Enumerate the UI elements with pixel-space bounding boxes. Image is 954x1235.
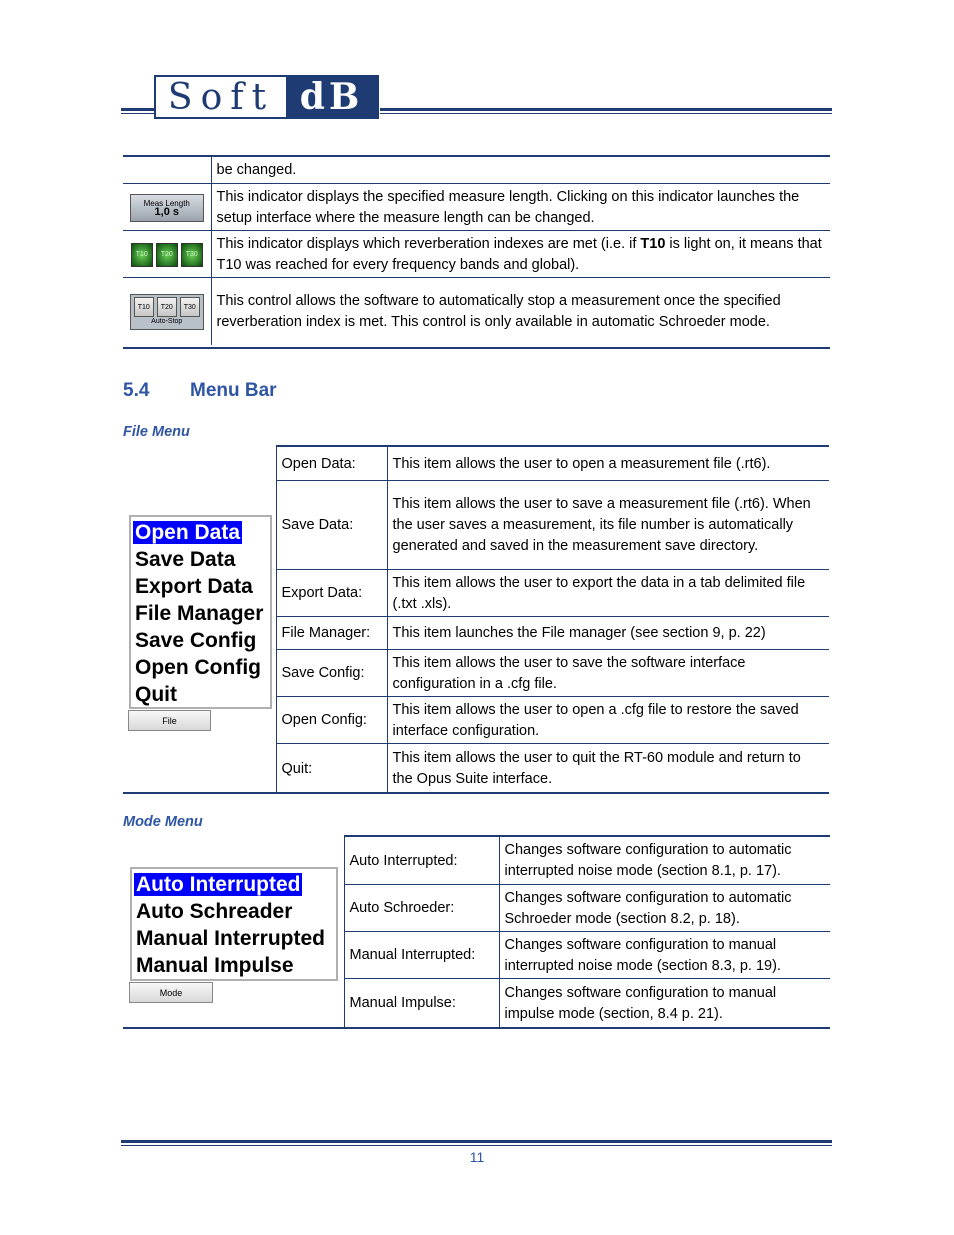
logo-soft-text: Soft xyxy=(167,76,275,118)
indicators-table xyxy=(123,157,830,345)
header-rule-right xyxy=(380,108,832,111)
menu-item-name: Open Config: xyxy=(276,696,387,743)
menu-item-name: Export Data: xyxy=(276,569,387,616)
file-menu-item-quit[interactable]: Quit xyxy=(135,683,177,706)
description-cell xyxy=(211,230,830,277)
section-number: 5.4 xyxy=(123,380,150,401)
auto-stop-t10-button[interactable]: T10 xyxy=(134,297,154,317)
auto-stop-t30-button[interactable]: T30 xyxy=(180,297,200,317)
mode-menu-button[interactable]: Mode xyxy=(129,982,213,1003)
widget-cell xyxy=(123,277,211,345)
table-row xyxy=(123,157,830,183)
table-row xyxy=(123,183,830,230)
widget-cell xyxy=(123,183,211,230)
logo-db-text: dB xyxy=(286,77,377,117)
menu-item-desc: This item allows the user to quit the RT-60 module and return to the Opus Suite interface. xyxy=(387,743,829,793)
table-row xyxy=(123,447,829,480)
header-rule-right-thin xyxy=(380,113,832,114)
file-table-bottom-rule xyxy=(123,792,829,794)
menu-item-desc: This item allows the user to open a .cfg file to restore the saved interface configuration. xyxy=(387,696,829,743)
menu-item-desc: This item allows the user to save a measurement file (.rt6). When the user saves a measurement, its file number is automatically generated and saved in the measurement save directory. xyxy=(387,480,829,569)
mode-menu-popup xyxy=(130,867,338,981)
header-rule-left-thin xyxy=(121,113,156,114)
softdb-logo xyxy=(154,75,379,119)
led-t30: T30 xyxy=(181,243,203,267)
file-menu-item-open-config[interactable]: Open Config xyxy=(135,656,261,679)
section-title: Menu Bar xyxy=(190,380,277,401)
menu-item-desc: This item launches the File manager (see section 9, p. 22) xyxy=(387,616,829,649)
auto-stop-t20-button[interactable]: T20 xyxy=(157,297,177,317)
menu-item-desc: Changes software configuration to manual interrupted noise mode (section 8.3, p. 19). xyxy=(499,931,830,978)
menu-item-name: File Manager: xyxy=(276,616,387,649)
menu-item-name: Save Data: xyxy=(276,480,387,569)
menu-item-name: Auto Interrupted: xyxy=(344,837,499,884)
menu-item-name: Manual Impulse: xyxy=(344,978,499,1027)
header-rule-left xyxy=(121,108,156,111)
desc-text-bold: T10 xyxy=(640,235,666,252)
description-cell: be changed. xyxy=(211,157,830,183)
meas-length-indicator[interactable] xyxy=(130,194,204,222)
file-menu-button[interactable]: File xyxy=(128,710,211,731)
auto-stop-label: Auto-Stop xyxy=(151,318,183,326)
file-menu-heading: File Menu xyxy=(123,424,190,440)
auto-stop-control xyxy=(130,294,204,330)
menu-item-name: Open Data: xyxy=(276,447,387,480)
table-row xyxy=(123,277,830,345)
footer-rule-thin xyxy=(121,1145,832,1146)
menu-item-desc: Changes software configuration to automatic Schroeder mode (section 8.2, p. 18). xyxy=(499,884,830,931)
mode-menu-item-auto-schreader[interactable]: Auto Schreader xyxy=(136,900,293,923)
description-cell: This indicator displays the specified measure length. Clicking on this indicator launches the setup interface where the measure length can be changed. xyxy=(211,183,830,230)
description-cell: This control allows the software to automatically stop a measurement once the specified reverberation index is met. This control is only available in automatic Schroeder mode. xyxy=(211,277,830,345)
led-t10: T10 xyxy=(131,243,153,267)
file-menu-item-save-data[interactable]: Save Data xyxy=(135,548,236,571)
mode-menu-item-manual-impulse[interactable]: Manual Impulse xyxy=(136,954,294,977)
file-menu-item-save-config[interactable]: Save Config xyxy=(135,629,257,652)
mode-menu-item-auto-interrupted[interactable]: Auto Interrupted xyxy=(136,873,301,896)
menu-item-desc: Changes software configuration to manual impulse mode (section, 8.4 p. 21). xyxy=(499,978,830,1027)
footer-rule xyxy=(121,1140,832,1143)
file-menu-popup xyxy=(129,515,272,709)
widget-cell xyxy=(123,230,211,277)
menu-item-desc: This item allows the user to export the data in a tab delimited file (.txt .xls). xyxy=(387,569,829,616)
reverb-index-leds xyxy=(128,243,206,267)
mode-menu-heading: Mode Menu xyxy=(123,814,203,830)
mode-table-bottom-rule xyxy=(123,1027,830,1029)
desc-text-before: This indicator displays which reverberation indexes are met (i.e. if xyxy=(216,235,641,252)
file-menu-item-open-data[interactable]: Open Data xyxy=(135,521,241,544)
desc-text-after: is light on, it means that T10 was reached for every frequency bands and global). xyxy=(216,235,822,273)
section-heading xyxy=(123,380,277,402)
mode-menu-item-manual-interrupted[interactable]: Manual Interrupted xyxy=(136,927,326,950)
indicators-table-bottom-rule xyxy=(123,347,830,349)
table-row xyxy=(123,230,830,277)
meas-length-title: Meas Length xyxy=(143,198,190,208)
meas-length-value: 1,0 s xyxy=(154,205,179,218)
menu-item-name: Manual Interrupted: xyxy=(344,931,499,978)
menu-item-name: Save Config: xyxy=(276,649,387,696)
file-menu-item-export-data[interactable]: Export Data xyxy=(135,575,253,598)
menu-item-desc: This item allows the user to save the software interface configuration in a .cfg file. xyxy=(387,649,829,696)
menu-item-name: Quit: xyxy=(276,743,387,793)
menu-item-name: Auto Schroeder: xyxy=(344,884,499,931)
menu-item-desc: Changes software configuration to automatic interrupted noise mode (section 8.1, p. 17). xyxy=(499,837,830,884)
page-number: 11 xyxy=(469,1149,485,1165)
widget-cell xyxy=(123,157,211,183)
led-t20: T20 xyxy=(156,243,178,267)
menu-item-desc: This item allows the user to open a measurement file (.rt6). xyxy=(387,447,829,480)
file-menu-item-file-manager[interactable]: File Manager xyxy=(135,602,264,625)
